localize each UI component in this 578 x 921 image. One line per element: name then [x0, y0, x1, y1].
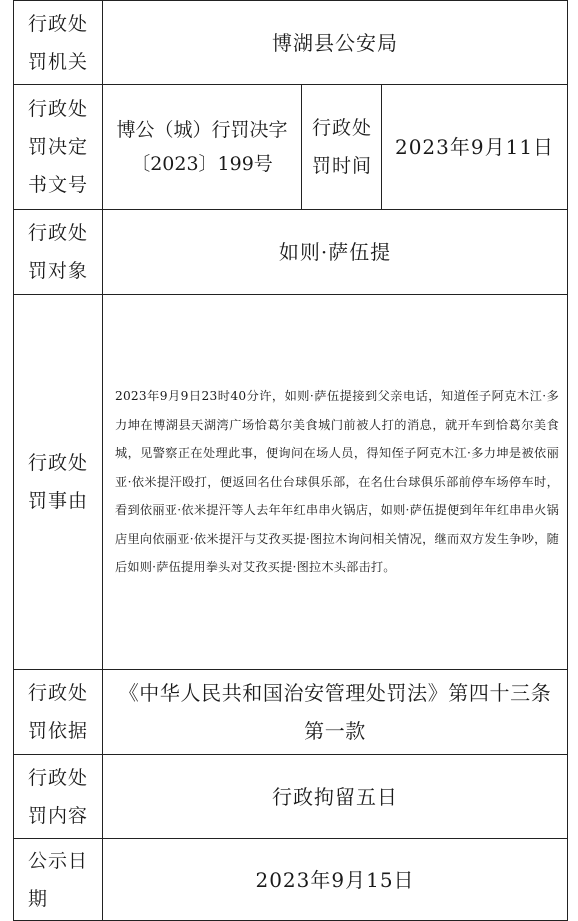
row-publish-date	[14, 839, 568, 921]
target-value: 如则·萨伍提	[103, 210, 568, 295]
penalty-disclosure-table	[13, 0, 568, 921]
reason-value: 2023年9月9日23时40分许，如则·萨伍提接到父亲电话，知道侄子阿克木江·多力坤在博湖县天湖湾广场恰葛尔美食城门前被人打的消息，就开车到恰葛尔美食城，见警察正在处理此事，便询问在场人员，得知侄子阿克木江·多力坤是被依丽亚·依米提汗殴打，便返回名仕台球俱乐部，在名仕台球俱乐部前停车场停车时，看到依丽亚·依米提汗等人去年年红串串火锅店，如则·萨伍提便到年年红串串火锅店里向依丽亚·依米提汗与艾孜买提·图拉木询问相关情况，继而双方发生争吵，随后如则·萨伍提用拳头对艾孜买提·图拉木头部击打。	[103, 295, 568, 670]
decision-time-value: 2023年9月11日	[382, 85, 568, 210]
row-reason	[14, 295, 568, 670]
row-authority	[14, 1, 568, 85]
authority-value: 博湖县公安局	[103, 1, 568, 85]
publish-date-value: 2023年9月15日	[103, 839, 568, 921]
target-label: 行政处罚对象	[14, 210, 103, 295]
row-basis	[14, 670, 568, 755]
basis-value: 《中华人民共和国治安管理处罚法》第四十三条第一款	[103, 670, 568, 755]
decision-number-value: 博公（城）行罚决字〔2023〕199号	[103, 85, 302, 210]
row-decision	[14, 85, 568, 210]
publish-date-label: 公示日期	[14, 839, 103, 921]
authority-label: 行政处罚机关	[14, 1, 103, 85]
basis-label: 行政处罚依据	[14, 670, 103, 755]
decision-number-label: 行政处罚决定书文号	[14, 85, 103, 210]
content-label: 行政处罚内容	[14, 755, 103, 839]
row-content	[14, 755, 568, 839]
decision-time-label: 行政处罚时间	[302, 85, 382, 210]
row-target	[14, 210, 568, 295]
content-value: 行政拘留五日	[103, 755, 568, 839]
reason-label: 行政处罚事由	[14, 295, 103, 670]
